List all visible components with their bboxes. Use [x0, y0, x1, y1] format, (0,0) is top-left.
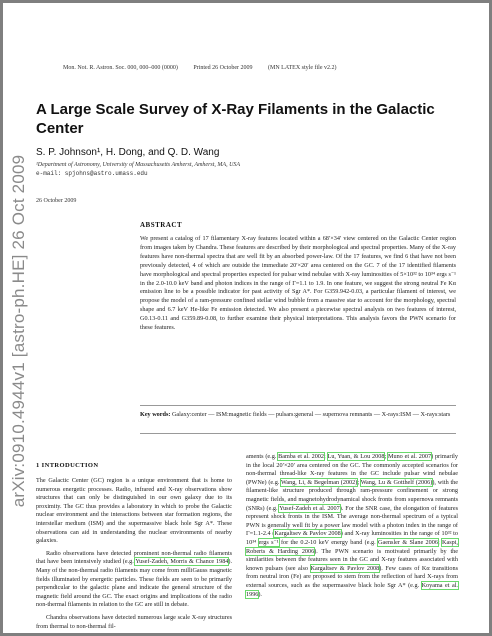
- paper-page: [3, 3, 489, 633]
- body-text: ) and X-ray luminosities in the range of 10³² to 10³⁴: [246, 530, 458, 546]
- body-text: ). For the SNR case, the elongation of features represent shock fronts in the ISM. The average non-thermal spectrum of a typical PWN is generally well fit by a power law model with a photon index in the range of Γ=1.1-2.4 (: [246, 504, 458, 538]
- body-text: ;: [324, 453, 328, 460]
- citation-link[interactable]: Gaensler & Slane 2006: [378, 538, 438, 546]
- intro-paragraph-3: Chandra observations have detected numerous large scale X-ray structures from thermal to non-thermal fil-: [36, 613, 232, 630]
- citation-link[interactable]: Muno et al. 2007: [387, 453, 432, 460]
- abstract-heading: ABSTRACT: [140, 221, 183, 229]
- arxiv-stamp: [9, 141, 29, 521]
- intro-paragraph-continued: [246, 453, 458, 599]
- right-column: [246, 453, 458, 599]
- intro-paragraph-1: The Galactic Center (GC) region is a unique environment that is home to numerous energetic processes. Radio, infrared and X-ray observations show structures that can only be distinguished in our own galaxy due to its proximity. The GC thus provides a laboratory in which to probe the Galactic nuclear environment and the interactions between star formation regions, the interstellar medium (ISM) and the supermassive black hole Sgr A*. These observations can aid in understanding the nuclear environments of nearby galaxies.: [36, 477, 232, 545]
- citation-link[interactable]: ergs s⁻¹: [258, 538, 279, 546]
- citation-link[interactable]: Lu, Yuan, & Lou 2008: [327, 453, 385, 460]
- affiliation: ¹Department of Astronomy, University of Massachusetts Amherst, Amherst, MA, USA: [36, 162, 241, 168]
- body-text: ). The PWN scenario is motivated primarily by the similarities between the features seen in the GC and X-ray features associated with known pulsars (see also: [246, 547, 458, 572]
- body-text: ;: [437, 538, 442, 546]
- body-text: ).: [258, 590, 262, 598]
- citation-link[interactable]: Kargaltsev & Pavlov 2008: [310, 564, 380, 572]
- body-text: ) primarily in the local 20′×20′ area centered on the GC. The commonly accepted scenarios for non-thermal thread-like X-ray features in the GC include pulsar wind nebulae (PWNe) (e.g.: [246, 453, 458, 486]
- citation-link[interactable]: Kaspi, Roberts & Harding 2006: [246, 538, 458, 555]
- body-text: ;: [384, 453, 388, 460]
- citation-link[interactable]: Wang, Li, & Begelman (2002): [281, 478, 358, 486]
- citation-link[interactable]: Koyama et al. 1996: [246, 581, 458, 598]
- abstract-divider: [140, 405, 456, 406]
- author-email[interactable]: e-mail: spjohns@astro.umass.edu: [36, 170, 148, 177]
- body-text: ;: [357, 478, 361, 486]
- author-list: S. P. Johnson¹, H. Dong, and Q. D. Wang: [36, 147, 220, 158]
- running-header: [63, 65, 483, 71]
- citation-link[interactable]: Yusef-Zadeh et al. 2007: [279, 504, 340, 512]
- body-text: aments (e.g.: [246, 453, 279, 460]
- intro-paragraph-2: [36, 550, 232, 610]
- body-text: for the 0.2-10 keV energy band (e.g.: [278, 538, 378, 546]
- abstract-text: We present a catalog of 17 filamentary X-ray features located within a 68′×34′ view centered on the Galactic Center region from images taken by Chandra. These features are described by their morphological and spectral properties. Many of the X-ray features have non-thermal spectra that are well fit by an absorbed power-law. Of the 17 features, we find 6 that have not been previously detected, 4 of which are outside the immediate 20′×20′ area centered on the GC. 7 of the 17 identified filaments have morphological and spectral properties expected for pulsar wind nebulae with X-ray luminosities of 5×10³² to 10³⁴ ergs s⁻¹ in the 2.0-10.0 keV band and photon indices in the range of Γ=1.1 to 1.9. In one feature, we suggest the strong neutral Fe Kα emission line to be a possible indicator for past activity of Sgr A*. For G359.942-0.03, a particular filament of interest, we propose the model of a ram-pressure confined stellar wind bubble from a massive star to account for the morphology, spectral shape and 6.7 keV He-like Fe emission detected. We also present a piecewise spectral analysis on two features of interest, G0.13-0.11 and G359.89-0.08, to further examine their physical interpretations. This analysis favors the PWN scenario for these features.: [140, 235, 456, 332]
- style-note: (MN LATEX style file v2.2): [268, 65, 337, 71]
- keywords-block: [140, 411, 456, 420]
- journal-citation: Mon. Not. R. Astron. Soc. 000, 000–000 (0000): [63, 65, 178, 71]
- arxiv-id[interactable]: arXiv:0910.4944v1 [astro-ph.HE] 26 Oct 2009: [9, 154, 28, 508]
- intro-p2-lead: Radio observations have detected prominent non-thermal radio filaments that have been intensively studied (e.g.: [36, 549, 232, 566]
- body-text: ), with the filament-like structure produced through ram-pressure confinement or strong magnetic fields, and magnetohydrodynamical shock fronts from supernova remnants (SNRs) (e.g.: [246, 478, 459, 512]
- intro-p2-rest: ). Many of the non-thermal radio filaments may come from milliGauss magnetic fields illuminated by energetic particles. These fields are seen to be primarily perpendicular to the galactic plane and indicate the general structure of the magnetic field around the GC. The exact origins and implications of the radio non-thermal filaments in relation to the GC are still in debate.: [36, 558, 232, 609]
- left-column: [36, 477, 232, 631]
- print-date: Printed 26 October 2009: [193, 65, 253, 71]
- section-heading-introduction: 1 INTRODUCTION: [36, 462, 99, 469]
- keywords-label: Key words:: [140, 411, 171, 418]
- paper-title: A Large Scale Survey of X-Ray Filaments in the Galactic Center: [36, 101, 435, 137]
- citation-link[interactable]: Kargaltsev & Pavlov 2008: [274, 530, 341, 538]
- keywords-divider: [140, 433, 456, 434]
- citation-link[interactable]: Wang, Lu & Gotthelf (2006): [360, 478, 433, 486]
- citation-link[interactable]: Yusef-Zadeh, Morris & Chance 1984: [135, 558, 229, 566]
- keywords-text: Galaxy:center — ISM:magnetic fields — pulsars:general — supernova remnants — X-rays:ISM — X-rays:stars: [171, 411, 451, 418]
- citation-link[interactable]: Bamba et al. 2002: [278, 453, 324, 460]
- submission-date: 26 October 2009: [36, 198, 77, 204]
- body-text: ). Few cases of Kα transitions from neutral iron (Fe) are proposed to stem from the reflection of hard X-rays from external sources, such as the supermassive black hole Sgr A* (e.g.: [246, 564, 458, 589]
